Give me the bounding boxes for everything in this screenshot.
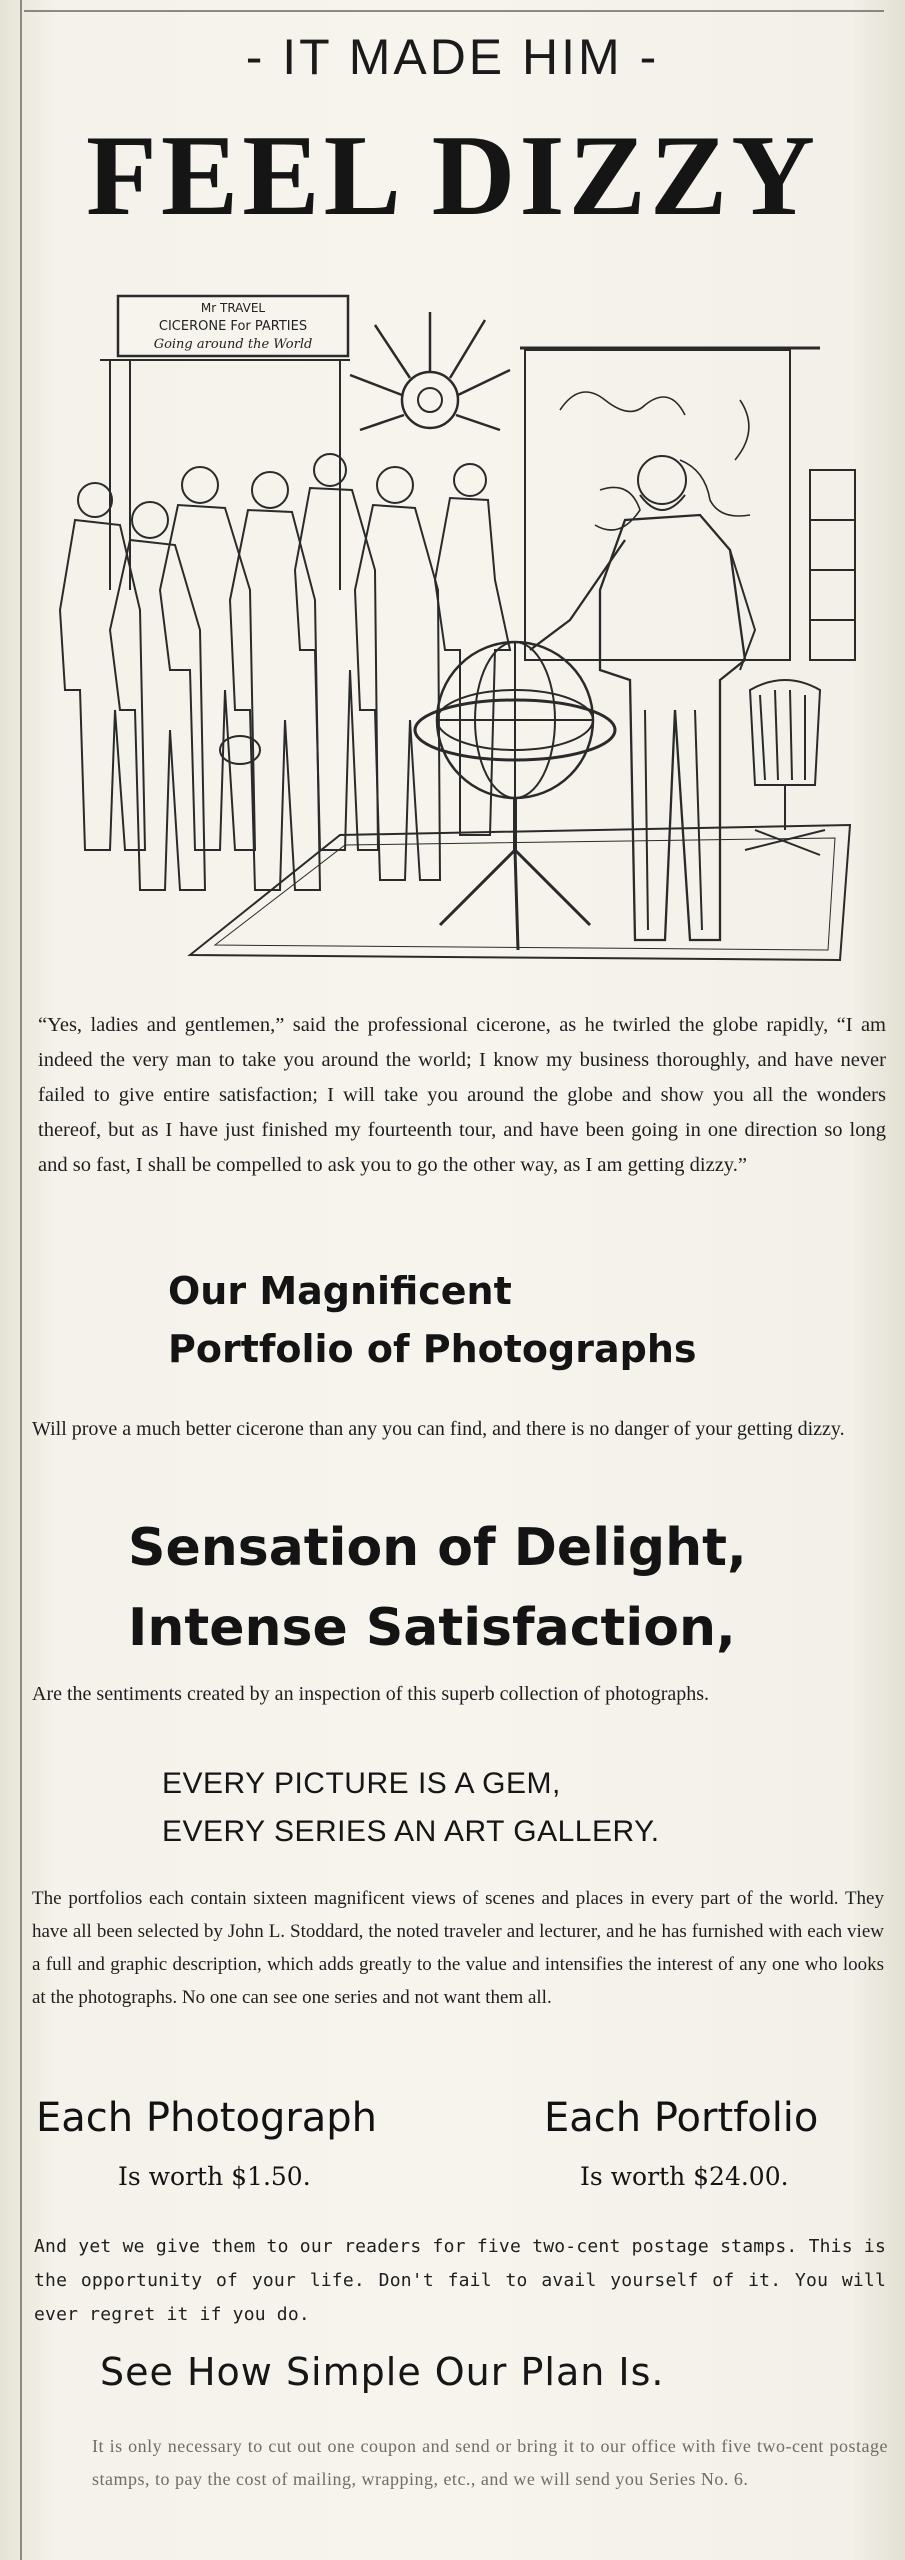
plan-text: It is only necessary to cut out one coupon and send or bring it to our office with five two-cent postage stamps, to pay the cost of mailing, wrapping, etc., and we will send you Series No. 6. [92, 2436, 888, 2489]
portfolio-heading [168, 1262, 697, 1378]
gem-slogan-line-2: EVERY SERIES AN ART GALLERY. [162, 1815, 660, 1848]
photo-price-heading: Each Photograph [36, 2095, 378, 2141]
sensation-heading [128, 1508, 747, 1668]
gem-slogan-line-1: EVERY PICTURE IS A GEM, [162, 1767, 561, 1800]
sign-text-2: CICERONE For PARTIES [158, 319, 308, 334]
sensation-text: Are the sentiments created by an inspection of this superb collection of photographs. [32, 1683, 710, 1705]
page-border-left [20, 0, 22, 2560]
tourist-group [60, 454, 510, 890]
description-text: The portfolios each contain sixteen magnificent views of scenes and places in every part of the world. They have all been selected by John L. Stoddard, the noted traveler and lecturer, and he has furnished with each view a full and graphic description, which adds greatly to the value and intensifies the interest of any one who looks at the photographs. No one can see one series and not want them all. [32, 1888, 884, 2008]
page-border-top [24, 10, 884, 12]
portfolio-price-value: Is worth $24.00. [580, 2162, 789, 2191]
portfolio-price-heading: Each Portfolio [544, 2095, 819, 2141]
cicerone-quote: “Yes, ladies and gentlemen,” said the professional cicerone, as he twirled the globe rapidly, “I am indeed the very man to take you around the world; I know my business thoroughly, and have never failed to give entire satisfaction; I will take you around the globe and show you all the wonders thereof, but as I have just finished my fourteenth tour, and have been going in one direction so long and so fast, I shall be compelled to ask you to go the other way, as I am getting dizzy.” [38, 1014, 886, 1176]
portfolio-text: Will prove a much better cicerone than any you can find, and there is no danger of your getting dizzy. [32, 1418, 845, 1440]
sensation-heading-line-2: Intense Satisfaction, [128, 1598, 736, 1658]
cicerone-illustration [40, 290, 860, 980]
photo-price-value: Is worth $1.50. [118, 2162, 311, 2191]
plan-heading: See How Simple Our Plan Is. [100, 2350, 665, 2394]
gem-slogan [162, 1760, 660, 1856]
portfolio-heading-line-2: Portfolio of Photographs [168, 1327, 697, 1371]
sign-text-3: Going around the World [153, 337, 313, 352]
portfolio-heading-line-1: Our Magnificent [168, 1269, 512, 1313]
cicerone-figure [530, 456, 755, 940]
sensation-heading-line-1: Sensation of Delight, [128, 1518, 747, 1578]
main-headline: FEEL DIZZY [86, 112, 819, 240]
sign-text-1: Mr TRAVEL [200, 301, 266, 315]
offer-text: And yet we give them to our readers for five two-cent postage stamps. This is the opportunity of your life. Don't fail to avail yourself of it. You will ever regret it if you do. [34, 2236, 886, 2325]
kicker-headline: - IT MADE HIM - [245, 29, 660, 85]
